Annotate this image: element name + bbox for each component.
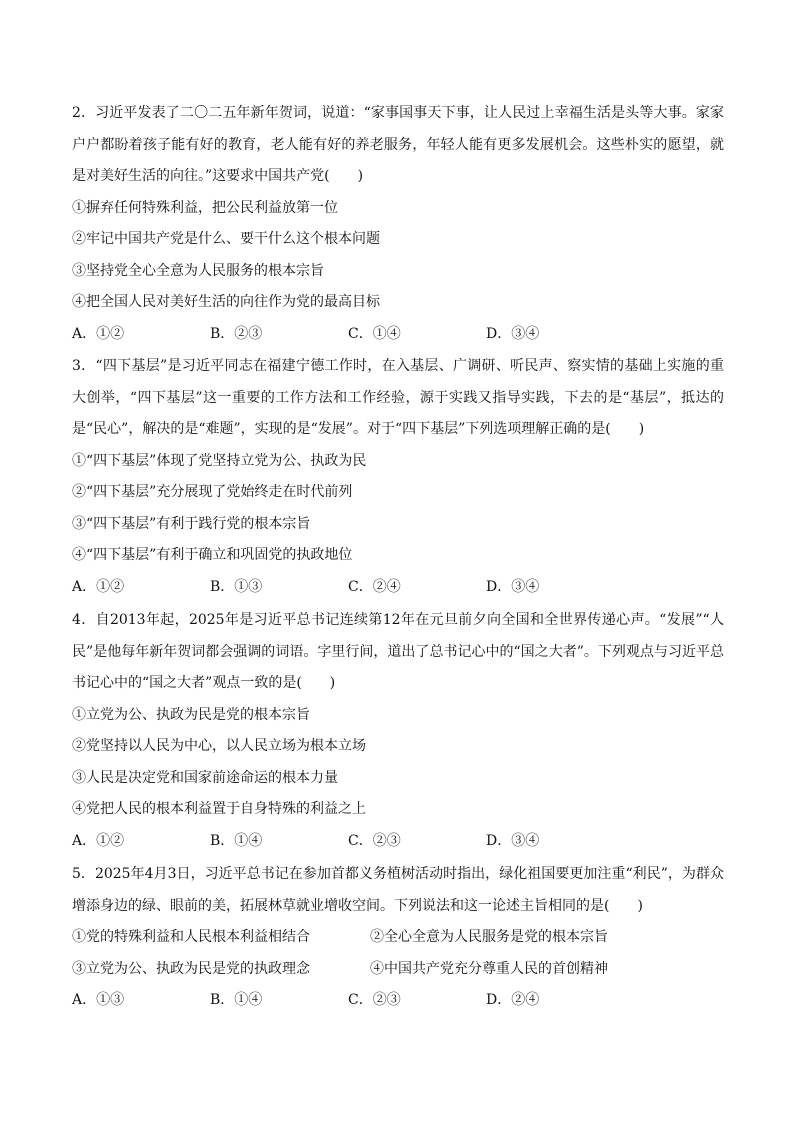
- answer-d: D．③④: [486, 578, 540, 595]
- option-3: ③人民是决定党和国家前途命运的根本力量: [72, 769, 338, 786]
- option-1: ①摒弃任何特殊利益，把公民利益放第一位: [72, 199, 338, 216]
- answer-choices: [72, 572, 724, 604]
- option-4: ④“四下基层”有利于确立和巩固党的执政地位: [72, 547, 353, 563]
- answer-d: D．②④: [486, 992, 540, 1008]
- answer-choices: [72, 826, 724, 858]
- option-row-2: [72, 954, 724, 986]
- question-3: [72, 351, 724, 603]
- answer-a: A．①②: [72, 578, 125, 595]
- option-2: ②牢记中国共产党是什么、要干什么这个根本问题: [72, 231, 380, 247]
- option-2: ②“四下基层”充分展现了党始终走在时代前列: [72, 484, 353, 500]
- answer-choices: [72, 319, 724, 351]
- answer-d: D．③④: [486, 325, 540, 342]
- option-row-1: [72, 922, 724, 954]
- answer-a: A．①③: [72, 992, 125, 1008]
- option-2: ②党坚持以人民为中心，以人民立场为根本立场: [72, 738, 366, 754]
- answer-c: C．①④: [348, 325, 401, 342]
- answer-c: C．②④: [348, 578, 401, 595]
- option-4: ④党把人民的根本利益置于自身特殊的利益之上: [72, 801, 366, 817]
- option-2: ②全心全意为人民服务是党的根本宗旨: [370, 929, 608, 945]
- option-3: ③“四下基层”有利于践行党的根本宗旨: [72, 515, 311, 532]
- option-4: ④中国共产党充分尊重人民的首创精神: [370, 960, 608, 977]
- answer-c: C．②③: [348, 992, 401, 1008]
- answer-d: D．③④: [486, 832, 540, 849]
- question-4: [72, 605, 724, 857]
- option-3: ③立党为公、执政为民是党的执政理念: [72, 960, 310, 977]
- question-2: [72, 98, 724, 350]
- answer-b: B．②③: [210, 325, 263, 342]
- answer-choices: [72, 985, 724, 1017]
- answer-b: B．①④: [210, 992, 263, 1008]
- question-stem: 3．“四下基层”是习近平同志在福建宁德工作时，在入基层、广调研、听民声、察实情的基础上实施的重大创举，“四下基层”这一重要的工作方法和工作经验，源于实践又指导实践，下去的是“基层”，抵达的是“民心”，解决的是“难题”，实现的是“发展”。对于“四下基层”下列选项理解正确的是( ): [72, 358, 724, 437]
- option-1: ①“四下基层”体现了党坚持立党为公、执政为民: [72, 452, 367, 469]
- option-3: ③坚持党全心全意为人民服务的根本宗旨: [72, 262, 324, 279]
- question-stem: 4．自2013年起，2025年是习近平总书记连续第12年在元旦前夕向全国和全世界传递心声。“发展”“人民”是他每年新年贺词都会强调的词语。字里行间，道出了总书记心中的“国之大者”。下列观点与习近平总书记心中的“国之大者”观点一致的是( ): [72, 612, 724, 691]
- option-4: ④把全国人民对美好生活的向往作为党的最高目标: [72, 294, 380, 310]
- answer-c: C．②③: [348, 832, 401, 849]
- answer-b: B．①③: [210, 578, 263, 595]
- answer-a: A．①②: [72, 832, 125, 849]
- question-stem: 5．2025年4月3日，习近平总书记在参加首都义务植树活动时指出，绿化祖国要更加注重“利民”，为群众增添身边的绿、眼前的美，拓展林草就业增收空间。下列说法和这一论述主旨相同的是( ): [72, 866, 724, 914]
- answer-a: A．①②: [72, 325, 125, 342]
- option-1: ①立党为公、执政为民是党的根本宗旨: [72, 706, 310, 723]
- answer-b: B．①④: [210, 832, 263, 849]
- question-5: [72, 859, 724, 1017]
- question-stem: 2．习近平发表了二〇二五年新年贺词，说道：“家事国事天下事，让人民过上幸福生活是头等大事。家家户户都盼着孩子能有好的教育，老人能有好的养老服务，年轻人能有更多发展机会。这些朴实的愿望，就是对美好生活的向往。”这要求中国共产党( ): [72, 105, 724, 184]
- option-1: ①党的特殊利益和人民根本利益相结合: [72, 929, 310, 945]
